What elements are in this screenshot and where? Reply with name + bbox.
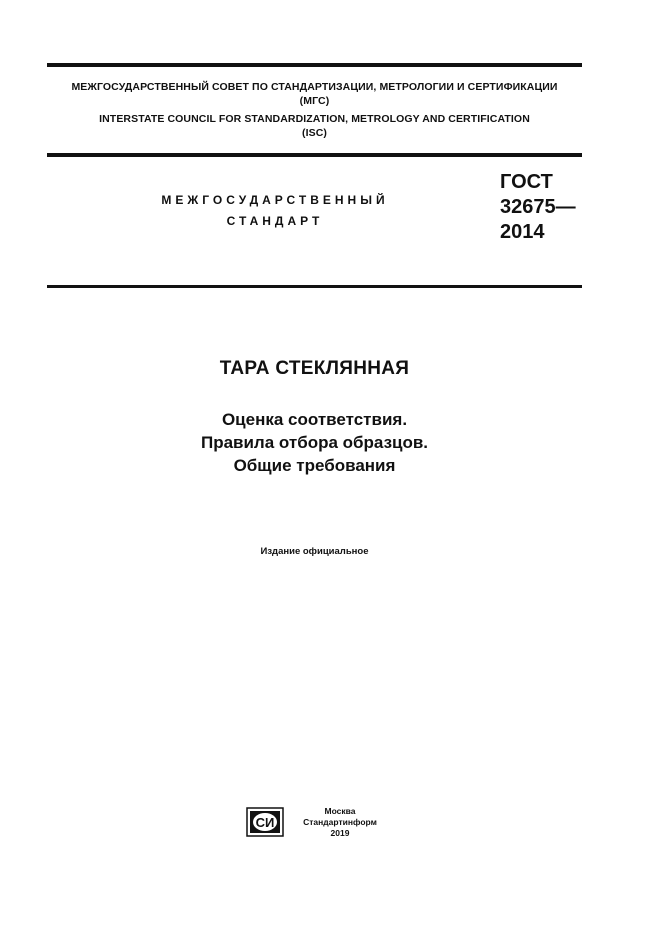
svg-text:СИ: СИ xyxy=(255,815,275,830)
subtitle-line1: Оценка соответствия. xyxy=(221,410,408,429)
council-name-en-text: INTERSTATE COUNCIL FOR STANDARDIZATION, METROLOGY AND CERTIFICATION xyxy=(99,113,530,125)
subtitle-line3: Общие требования xyxy=(233,456,396,475)
publisher-city: Москва xyxy=(324,806,356,816)
gost-prefix: ГОСТ xyxy=(500,171,553,193)
gost-number: 32675— xyxy=(500,196,576,218)
standard-kind-line1: МЕЖГОСУДАРСТВЕННЫЙ xyxy=(161,193,389,207)
header-divider xyxy=(47,153,582,157)
designation-divider xyxy=(47,285,582,288)
council-abbr-en: (ISC) xyxy=(302,127,327,139)
publisher-name: Стандартинформ xyxy=(303,817,377,827)
gost-year: 2014 xyxy=(500,221,545,243)
publisher-year: 2019 xyxy=(330,828,350,838)
edition-note: Издание официальное xyxy=(260,546,369,557)
council-name-ru xyxy=(47,80,582,108)
subtitle-line2: Правила отбора образцов. xyxy=(200,433,429,452)
gost-designation xyxy=(500,170,576,245)
standard-kind-line2: СТАНДАРТ xyxy=(226,214,324,228)
document-title: ТАРА СТЕКЛЯННАЯ xyxy=(219,358,410,379)
council-abbr-ru: (МГС) xyxy=(299,95,330,107)
council-name-en xyxy=(47,112,582,140)
standartinform-logo-icon xyxy=(246,806,286,838)
document-subtitle xyxy=(47,408,582,477)
publisher-imprint xyxy=(300,806,380,839)
council-name-ru-text: МЕЖГОСУДАРСТВЕННЫЙ СОВЕТ ПО СТАНДАРТИЗАЦИИ, МЕТРОЛОГИИ И СЕРТИФИКАЦИИ xyxy=(71,81,558,93)
top-rule xyxy=(47,63,582,67)
